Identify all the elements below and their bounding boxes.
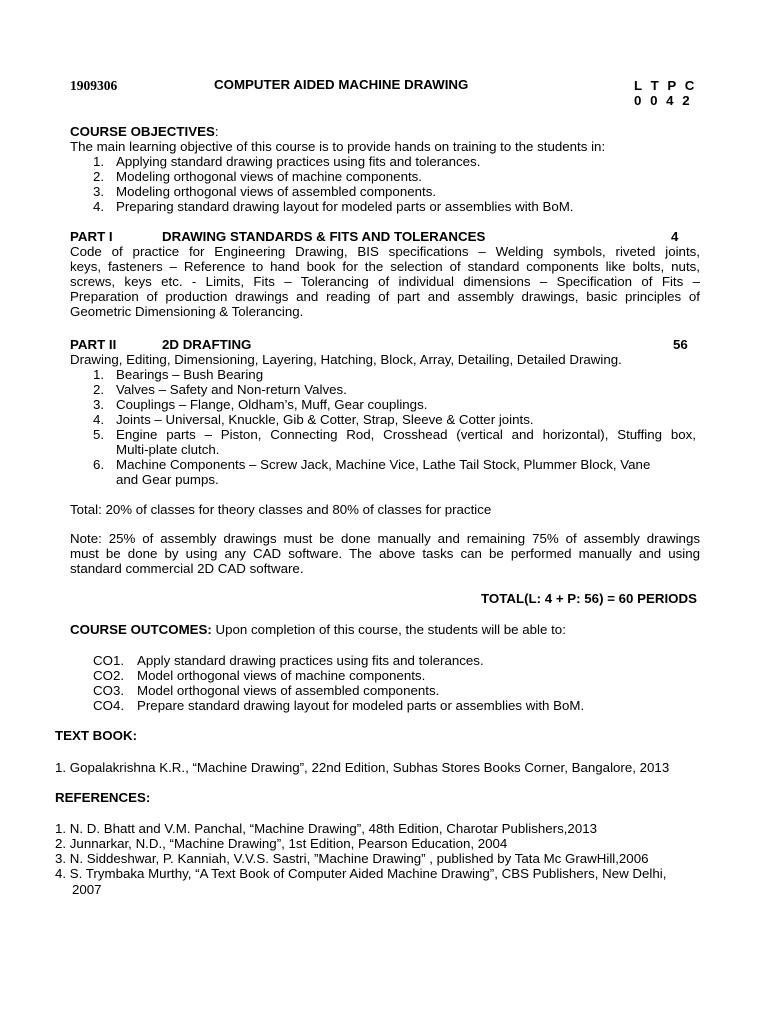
objectives-intro: The main learning objective of this course is to provide hands on training to the students in: <box>70 139 606 154</box>
objectives-colon: : <box>214 124 219 139</box>
part2-item-text-continued: Multi-plate clutch. <box>116 442 220 457</box>
note-line: must be done by using any CAD software. The above tasks can be performed manually and using <box>70 546 700 561</box>
total-periods: TOTAL(L: 4 + P: 56) = 60 PERIODS <box>480 591 697 606</box>
reference-item: 1. N. D. Bhatt and V.M. Panchal, “Machine Drawing”, 48th Edition, Charotar Publishers,2013 <box>55 821 598 836</box>
part1-line: Preparation of production drawings and reading of part and assembly drawings, basic principles of <box>70 289 700 304</box>
part2-item-text: Valves – Safety and Non-return Valves. <box>116 382 347 397</box>
objective-text: Modeling orthogonal views of machine components. <box>116 169 423 184</box>
reference-item: 3. N. Siddeshwar, P. Kanniah, V.V.S. Sastri, ”Machine Drawing” , published by Tata Mc GrawHill,2006 <box>55 851 649 866</box>
outcome-text: Apply standard drawing practices using fits and tolerances. <box>137 653 484 668</box>
part2-item-number: 6. <box>93 457 105 472</box>
note-line: Note: 25% of assembly drawings must be done manually and remaining 75% of assembly drawings <box>70 531 700 546</box>
part1-label: PART I <box>70 229 113 244</box>
reference-item: 4. S. Trymbaka Murthy, “A Text Book of Computer Aided Machine Drawing”, CBS Publishers, New Delhi, <box>55 866 667 881</box>
outcomes-heading: COURSE OUTCOMES: <box>70 622 212 637</box>
outcome-code: CO1. <box>93 653 125 668</box>
part2-item-number: 1. <box>93 367 105 382</box>
reference-item-continued: 2007 <box>72 882 102 897</box>
outcomes-heading-line <box>70 622 566 637</box>
part2-intro: Drawing, Editing, Dimensioning, Layering, Hatching, Block, Array, Detailing, Detailed Drawing. <box>70 352 622 367</box>
part2-hours: 56 <box>673 337 688 352</box>
part2-item-text-continued: and Gear pumps. <box>116 472 219 487</box>
textbook-item: 1. Gopalakrishna K.R., “Machine Drawing”, 22nd Edition, Subhas Stores Books Corner, Bangalore, 2013 <box>55 760 670 775</box>
objectives-heading: COURSE OBJECTIVES <box>70 124 215 139</box>
part2-item-text: Engine parts – Piston, Connecting Rod, Crosshead (vertical and horizontal), Stuffing box, <box>116 427 696 442</box>
textbook-heading: TEXT BOOK: <box>55 728 137 743</box>
part1-line: Geometric Dimensioning & Tolerancing. <box>70 304 304 319</box>
outcome-text: Model orthogonal views of machine components. <box>137 668 426 683</box>
part1-hours: 4 <box>671 229 679 244</box>
part1-line: keys, fasteners – Reference to hand book for the selection of standard components like bolts, nuts, <box>70 259 700 274</box>
objective-number: 3. <box>93 184 105 199</box>
part2-item-number: 2. <box>93 382 105 397</box>
part2-item-number: 3. <box>93 397 105 412</box>
objective-number: 1. <box>93 154 105 169</box>
part1-line: screws, keys etc. - Limits, Fits – Tolerancing of individual dimensions – Specification of Fits – <box>70 274 700 289</box>
outcomes-intro: Upon completion of this course, the students will be able to: <box>211 622 566 637</box>
part2-item-text: Couplings – Flange, Oldham’s, Muff, Gear couplings. <box>116 397 428 412</box>
objective-text: Preparing standard drawing layout for modeled parts or assemblies with BoM. <box>116 199 574 214</box>
course-title: COMPUTER AIDED MACHINE DRAWING <box>214 77 469 92</box>
outcome-text: Prepare standard drawing layout for modeled parts or assemblies with BoM. <box>137 698 585 713</box>
objective-text: Modeling orthogonal views of assembled components. <box>116 184 437 199</box>
part2-item-number: 5. <box>93 427 105 442</box>
objective-number: 2. <box>93 169 105 184</box>
part2-item-text: Bearings – Bush Bearing <box>116 367 264 382</box>
objective-text: Applying standard drawing practices using fits and tolerances. <box>116 154 481 169</box>
part2-title: 2D DRAFTING <box>162 337 252 352</box>
objective-number: 4. <box>93 199 105 214</box>
ltpc-labels: L T P C <box>634 78 695 93</box>
part2-item-text: Joints – Universal, Knuckle, Gib & Cotter, Strap, Sleeve & Cotter joints. <box>116 412 534 427</box>
note-line: standard commercial 2D CAD software. <box>70 561 304 576</box>
reference-item: 2. Junnarkar, N.D., “Machine Drawing”, 1st Edition, Pearson Education, 2004 <box>55 836 508 851</box>
part2-label: PART II <box>70 337 117 352</box>
part1-title: DRAWING STANDARDS & FITS AND TOLERANCES <box>162 229 486 244</box>
total-classes-text: Total: 20% of classes for theory classes and 80% of classes for practice <box>70 502 492 517</box>
objectives-heading-line <box>70 124 219 139</box>
course-code: 1909306 <box>70 78 118 93</box>
references-heading: REFERENCES: <box>55 790 151 805</box>
outcome-code: CO2. <box>93 668 125 683</box>
outcome-text: Model orthogonal views of assembled components. <box>137 683 440 698</box>
ltpc-values: 0 0 4 2 <box>634 93 690 108</box>
part1-line: Code of practice for Engineering Drawing, BIS specifications – Welding symbols, riveted joints, <box>70 244 700 259</box>
outcome-code: CO4. <box>93 698 125 713</box>
part2-item-number: 4. <box>93 412 105 427</box>
part2-item-text: Machine Components – Screw Jack, Machine Vice, Lathe Tail Stock, Plummer Block, Vane <box>116 457 651 472</box>
outcome-code: CO3. <box>93 683 125 698</box>
